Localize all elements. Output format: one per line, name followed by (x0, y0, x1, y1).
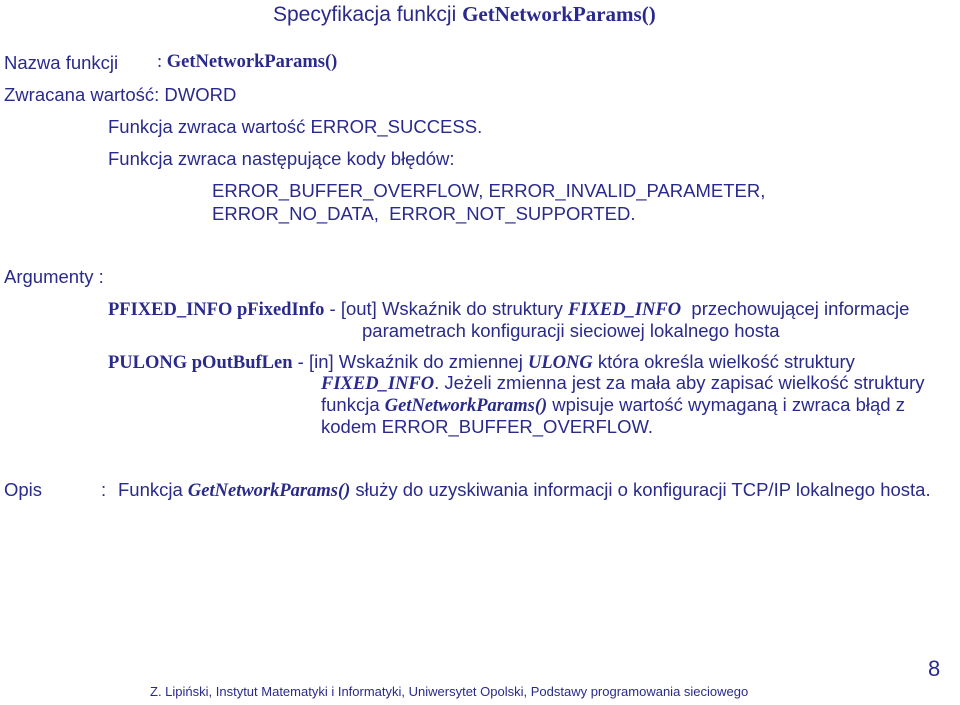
return-label: Zwracana wartość: (4, 84, 160, 105)
return-type: DWORD (164, 84, 237, 105)
description-text (118, 479, 931, 502)
arg1-type: FIXED_INFO (568, 300, 682, 320)
return-row (4, 84, 236, 106)
error-codes-line1: ERROR_BUFFER_OVERFLOW, ERROR_INVALID_PARAMETER, (212, 180, 766, 201)
arg2-line4: kodem ERROR_BUFFER_OVERFLOW. (321, 416, 654, 437)
function-name: GetNetworkParams() (166, 52, 338, 72)
description-start: Funkcja (118, 479, 188, 500)
name-separator: : (157, 52, 167, 72)
title-function-name: GetNetworkParams() (462, 2, 656, 26)
return-desc-line2: Funkcja zwraca następujące kody błędów: (108, 148, 455, 169)
arg2-line3-start: funkcja (321, 394, 385, 415)
arg2-text: - [in] Wskaźnik do zmiennej (292, 351, 528, 372)
arg2-line2 (321, 372, 925, 395)
description-function-name: GetNetworkParams() (187, 481, 351, 501)
arg1-declaration: PFIXED_INFO pFixedInfo (108, 300, 325, 320)
arg2-function-name: GetNetworkParams() (384, 396, 548, 416)
arg2-declaration: PULONG pOutBufLen (108, 353, 293, 373)
name-label: Nazwa funkcji (4, 52, 119, 73)
arg2-line3 (321, 394, 905, 417)
page-title (273, 2, 656, 27)
arg1-line1 (108, 298, 909, 321)
description-label: Opis (4, 479, 43, 500)
footer: Z. Lipiński, Instytut Matematyki i Informatyki, Uniwersytet Opolski, Podstawy programowania sieciowego (150, 684, 749, 699)
arg1-text-end: przechowującej informacje (681, 298, 910, 319)
arg1-line2: parametrach konfiguracji sieciowej lokalnego hosta (362, 320, 780, 341)
arg2-line1 (108, 351, 855, 374)
arguments-label: Argumenty : (4, 266, 104, 287)
description-separator: : (101, 479, 107, 500)
arg2-text-end: która określa wielkość struktury (592, 351, 855, 372)
arg2-struct-type: FIXED_INFO (321, 374, 435, 394)
title-prefix: Specyfikacja funkcji (273, 3, 463, 26)
error-codes-line2: ERROR_NO_DATA, ERROR_NOT_SUPPORTED. (212, 203, 636, 224)
arg1-text: - [out] Wskaźnik do struktury (324, 298, 569, 319)
arg2-type: ULONG (527, 353, 593, 373)
page-number: 8 (928, 656, 941, 681)
description-end: służy do uzyskiwania informacji o konfiguracji TCP/IP lokalnego hosta. (350, 479, 931, 500)
name-value (157, 52, 337, 73)
arg2-line3-end: wpisuje wartość wymaganą i zwraca błąd z (547, 394, 905, 415)
return-desc-line1: Funkcja zwraca wartość ERROR_SUCCESS. (108, 116, 483, 137)
arg2-line2-text: . Jeżeli zmienna jest za mała aby zapisać wielkość struktury (434, 372, 925, 393)
